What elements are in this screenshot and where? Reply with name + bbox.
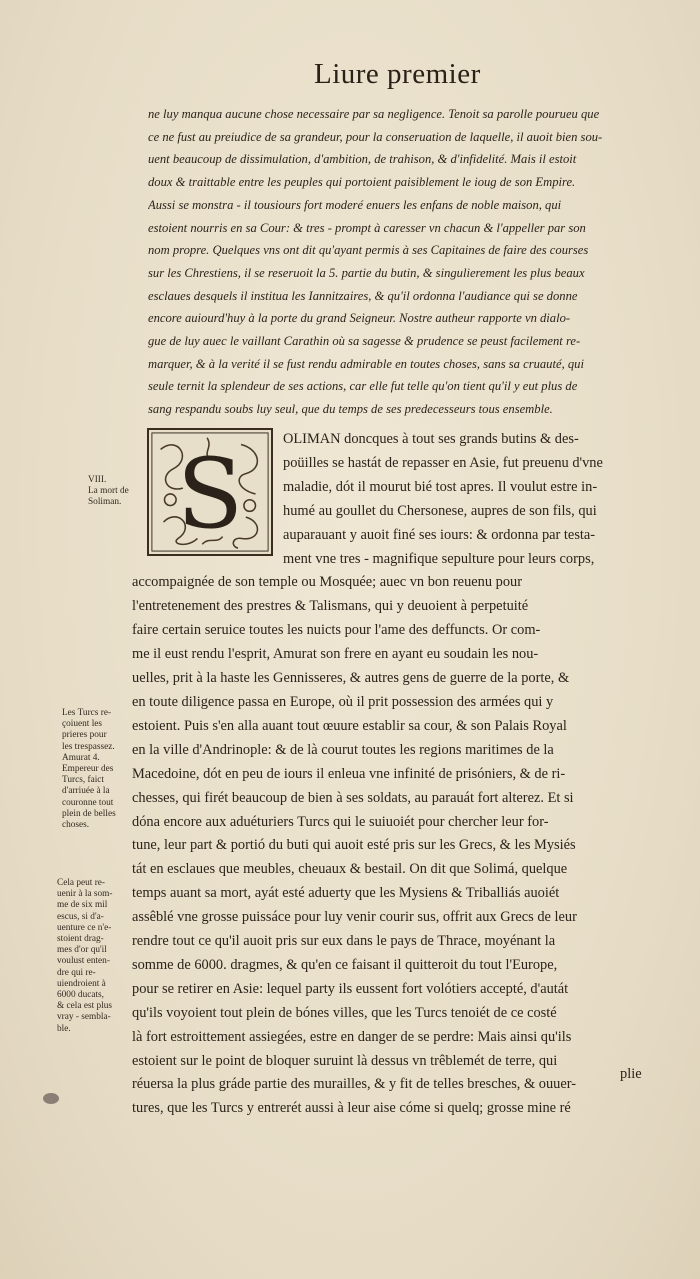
margin-line: escus, si d'a-	[57, 911, 104, 922]
margin-line: Soliman.	[88, 497, 122, 508]
text-line: marquer, & à la verité il se fust rendu admirable en toutes choses, sans sa cruauté, qui	[148, 356, 584, 371]
margin-line: dre qui re-	[57, 967, 96, 978]
text-line: l'entretenement des prestres & Talismans, qui y deuoient à perpetuité	[132, 598, 529, 615]
text-line: qu'ils voyoient tout plein de bónes villes, que les Turcs tenoiét de ce costé	[132, 1004, 557, 1021]
text-line: chesses, qui firét beaucoup de bien à ses soldats, au parauát fort alterez. Et si	[132, 789, 574, 806]
margin-line: voulust enten-	[57, 956, 110, 967]
margin-note-sum	[57, 878, 113, 1035]
text-line: sur les Chrestiens, il se reseruoit la 5. partie du butin, & singulierement les plus beaux	[148, 265, 585, 280]
margin-line: 6000 ducats,	[57, 990, 104, 1001]
margin-line: çoiuent les	[62, 719, 103, 730]
text-line: rendre tout ce qu'il auoit pris sur eux dans le pays de Thrace, moyénant la	[132, 933, 556, 950]
text-line: faire certain seruice toutes les nuicts pour l'ame des deffuncts. Or com-	[132, 622, 541, 639]
text-line: ne luy manqua aucune chose necessaire par sa negligence. Tenoit sa parolle pourueu que	[148, 107, 600, 121]
text-line: estoient. Puis s'en alla auant tout œuure establir sa cour, & son Palais Royal	[132, 717, 567, 734]
text-line: nom propre. Quelques vns ont dit qu'ayant permis à ses Capitaines de faire des courses	[148, 243, 589, 258]
margin-line: les trespassez.	[62, 741, 115, 752]
text-line: dóna encore aux aduéturiers Turcs qui le suiuoiét pour chercher leur for-	[132, 813, 549, 830]
text-line: là fort estroittement assiegées, estre en danger de se perdre: Mais ainsi qu'ils	[132, 1028, 572, 1045]
margin-line: stoient drag-	[57, 934, 104, 945]
margin-line: uenir à la som-	[57, 889, 113, 900]
text-line: accompaignée de son temple ou Mosquée; auec vn bon reuenu pour	[132, 574, 523, 591]
margin-line: d'arriuée à la	[62, 786, 110, 797]
text-line: seule ternit la splendeur de ses actions, car elle fut telle qu'on tient qu'il y eut plus de	[148, 379, 578, 394]
text-line: pour se retirer en Asie: lequel party ils eussent fort volótiers accepté, d'autát	[132, 980, 569, 997]
text-line: esclaues desquels il institua les Iannitzaires, & qu'il ordonna l'audiance qui se donne	[148, 288, 578, 303]
text-line: OLIMAN doncques à tout ses grands butins & des-	[283, 431, 579, 447]
text-line: auparauant y auoit finé ses iours: & ordonna par testa-	[283, 526, 596, 543]
text-line: estoient nourris en sa Cour: & tres - prompt à caresser vn chacun & l'appeller par son	[148, 220, 586, 235]
text-line: gue de luy auec le vaillant Carathin où sa sagesse & prudence se peust facilement re-	[148, 334, 581, 349]
text-line: encore auiourd'huy à la porte du grand Seigneur. Nostre autheur rapporte vn dialo-	[148, 311, 571, 326]
margin-line: mes d'or qu'il	[57, 945, 107, 956]
margin-note-amurat	[62, 708, 116, 831]
margin-line: Turcs, faict	[62, 775, 105, 786]
margin-line: prieres pour	[62, 730, 107, 741]
text-line: maladie, dót il mourut bié tost apres. Il voulut estre in-	[283, 478, 598, 495]
italic-paragraph	[148, 103, 680, 421]
catchword: plie	[620, 1066, 642, 1082]
text-line: humé au goullet du Chersonese, aupres de son fils, qui	[283, 502, 597, 519]
text-line: sang respandu soubs luy seul, que du temps de ses predecesseurs tous ensemble.	[148, 402, 553, 417]
text-line: tures, que les Turcs y entrerét aussi à leur aise cóme si quelq; grosse mine ré	[132, 1100, 571, 1117]
margin-note-death-of-soliman	[88, 475, 129, 509]
text-line: poüilles se hastát de repasser en Asie, fut preuenu d'vne	[283, 454, 603, 471]
text-line: me il eust rendu l'esprit, Amurat son frere en ayant eu soudain les nou-	[132, 646, 539, 663]
margin-line: choses.	[62, 820, 90, 831]
margin-line: plein de belles	[62, 808, 116, 819]
text-line: ment vne tres - magnifique sepulture pour leurs corps,	[283, 550, 595, 567]
text-line: tát en esclaues que meubles, cheuaux & bestail. On dit que Solimá, quelque	[132, 861, 568, 878]
text-line: uent beaucoup de dissimulation, d'ambition, de trahison, & d'infidelité. Mais il estoit	[148, 152, 577, 167]
margin-line: La mort de	[88, 486, 129, 497]
margin-line: vray - sembla-	[57, 1012, 111, 1023]
margin-line: ble.	[57, 1023, 71, 1034]
text-line: réuersa la plus gráde partie des murailles, & y fit de telles bresches, & ouuer-	[132, 1076, 577, 1093]
running-header: Liure premier	[314, 58, 481, 90]
margin-line: couronne tout	[62, 797, 114, 808]
text-line: uelles, prit à la haste les Gennisseres, & autres gens de guerre de la porte, &	[132, 670, 570, 687]
text-line: somme de 6000. dragmes, & qu'en ce faisant il quitteroit du tout l'Europe,	[132, 956, 558, 973]
margin-line: Empereur des	[62, 764, 114, 775]
margin-line: Les Turcs re-	[62, 708, 112, 718]
text-line: estoient sur le point de bloquer suruint là dessus vn trêblemét de terre, qui	[132, 1052, 558, 1069]
text-line: tune, leur part & portió du buti qui auoit esté pris sur les Grecs, & les Mysiés	[132, 837, 576, 854]
margin-line: Amurat 4.	[62, 752, 100, 763]
text-line: doux & traittable entre les peuples qui portoient paisiblement le ioug de son Empire.	[148, 175, 576, 190]
main-paragraph	[132, 428, 652, 1121]
margin-line: uenture ce n'e-	[57, 922, 112, 933]
svg-text:S: S	[176, 436, 244, 550]
text-line: Aussi se monstra - il tousiours fort moderé enuers les enfans de noble maison, qui	[148, 197, 562, 212]
text-line: en la ville d'Andrinople: & de là courut toutes les regions maritimes de la	[132, 741, 554, 758]
margin-line: VIII.	[88, 475, 107, 485]
margin-line: Cela peut re-	[57, 878, 106, 888]
text-line: ce ne fust au preiudice de sa grandeur, pour la conseruation de laquelle, il auoit bien sou-	[148, 129, 603, 144]
ink-blot	[43, 1093, 59, 1104]
text-line: assêblé vne grosse puissáce pour luy venir courir sus, offrit aux Grecs de leur	[132, 909, 577, 926]
text-line: temps auant sa mort, ayát esté aduerty que les Mysiens & Triballiás auoiét	[132, 885, 560, 902]
text-line: Macedoine, dót en peu de iours il enleua vne infinité de prisóniers, & de ri-	[132, 765, 566, 782]
text-line: en toute diligence passa en Europe, où il prit possession des armées qui y	[132, 693, 554, 710]
margin-line: me de six mil	[57, 900, 108, 911]
margin-line: uiendroient à	[57, 978, 106, 989]
margin-line: & cela est plus	[57, 1001, 112, 1012]
